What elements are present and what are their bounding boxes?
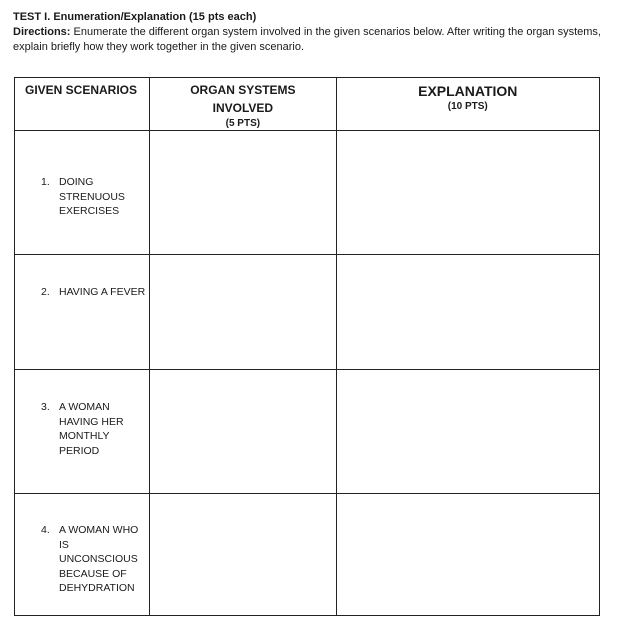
scenario-cell bbox=[15, 370, 150, 494]
test-title: TEST I. Enumeration/Explanation (15 pts each) bbox=[13, 11, 257, 23]
explanation-answer-cell[interactable] bbox=[336, 255, 599, 370]
worksheet-header bbox=[13, 10, 613, 55]
organ-systems-label-line2: INVOLVED bbox=[212, 101, 274, 115]
table-row bbox=[15, 255, 600, 370]
scenario-number: 1. bbox=[41, 176, 50, 188]
table-row bbox=[15, 131, 600, 255]
explanation-points: (10 PTS) bbox=[447, 101, 488, 112]
worksheet-table bbox=[14, 77, 600, 616]
explanation-answer-cell[interactable] bbox=[336, 494, 599, 616]
header-given-scenarios bbox=[15, 78, 150, 131]
organ-systems-points: (5 PTS) bbox=[225, 118, 261, 129]
header-organ-systems bbox=[150, 78, 336, 131]
explanation-answer-cell[interactable] bbox=[336, 131, 599, 255]
table-row bbox=[15, 370, 600, 494]
organ-systems-answer-cell[interactable] bbox=[150, 131, 336, 255]
organ-systems-answer-cell[interactable] bbox=[150, 370, 336, 494]
directions-label: Directions: bbox=[13, 26, 71, 38]
scenario-cell bbox=[15, 255, 150, 370]
organ-systems-answer-cell[interactable] bbox=[150, 255, 336, 370]
scenario-text: A WOMAN WHO IS UNCONSCIOUS BECAUSE OF DEHYDRATION bbox=[59, 524, 139, 594]
scenario-text: HAVING A FEVER bbox=[59, 286, 146, 298]
directions bbox=[13, 25, 613, 55]
scenario-number: 4. bbox=[41, 524, 50, 536]
scenario-cell bbox=[15, 131, 150, 255]
explanation-answer-cell[interactable] bbox=[336, 370, 599, 494]
organ-systems-answer-cell[interactable] bbox=[150, 494, 336, 616]
scenario-text: DOING STRENUOUS EXERCISES bbox=[59, 176, 125, 217]
table-header-row bbox=[15, 78, 600, 131]
given-scenarios-label: GIVEN SCENARIOS bbox=[25, 83, 138, 97]
scenario-cell bbox=[15, 494, 150, 616]
scenario-text: A WOMAN HAVING HER MONTHLY PERIOD bbox=[59, 401, 124, 457]
explanation-label: EXPLANATION bbox=[418, 83, 518, 99]
header-explanation bbox=[336, 78, 599, 131]
table-row bbox=[15, 494, 600, 616]
scenario-number: 2. bbox=[41, 286, 50, 298]
scenario-number: 3. bbox=[41, 401, 50, 413]
directions-text: Enumerate the different organ system involved in the given scenarios below. After writing the organ systems, explain briefly how they work together in the given scenario. bbox=[13, 26, 601, 53]
organ-systems-label-line1: ORGAN SYSTEMS bbox=[190, 83, 296, 97]
